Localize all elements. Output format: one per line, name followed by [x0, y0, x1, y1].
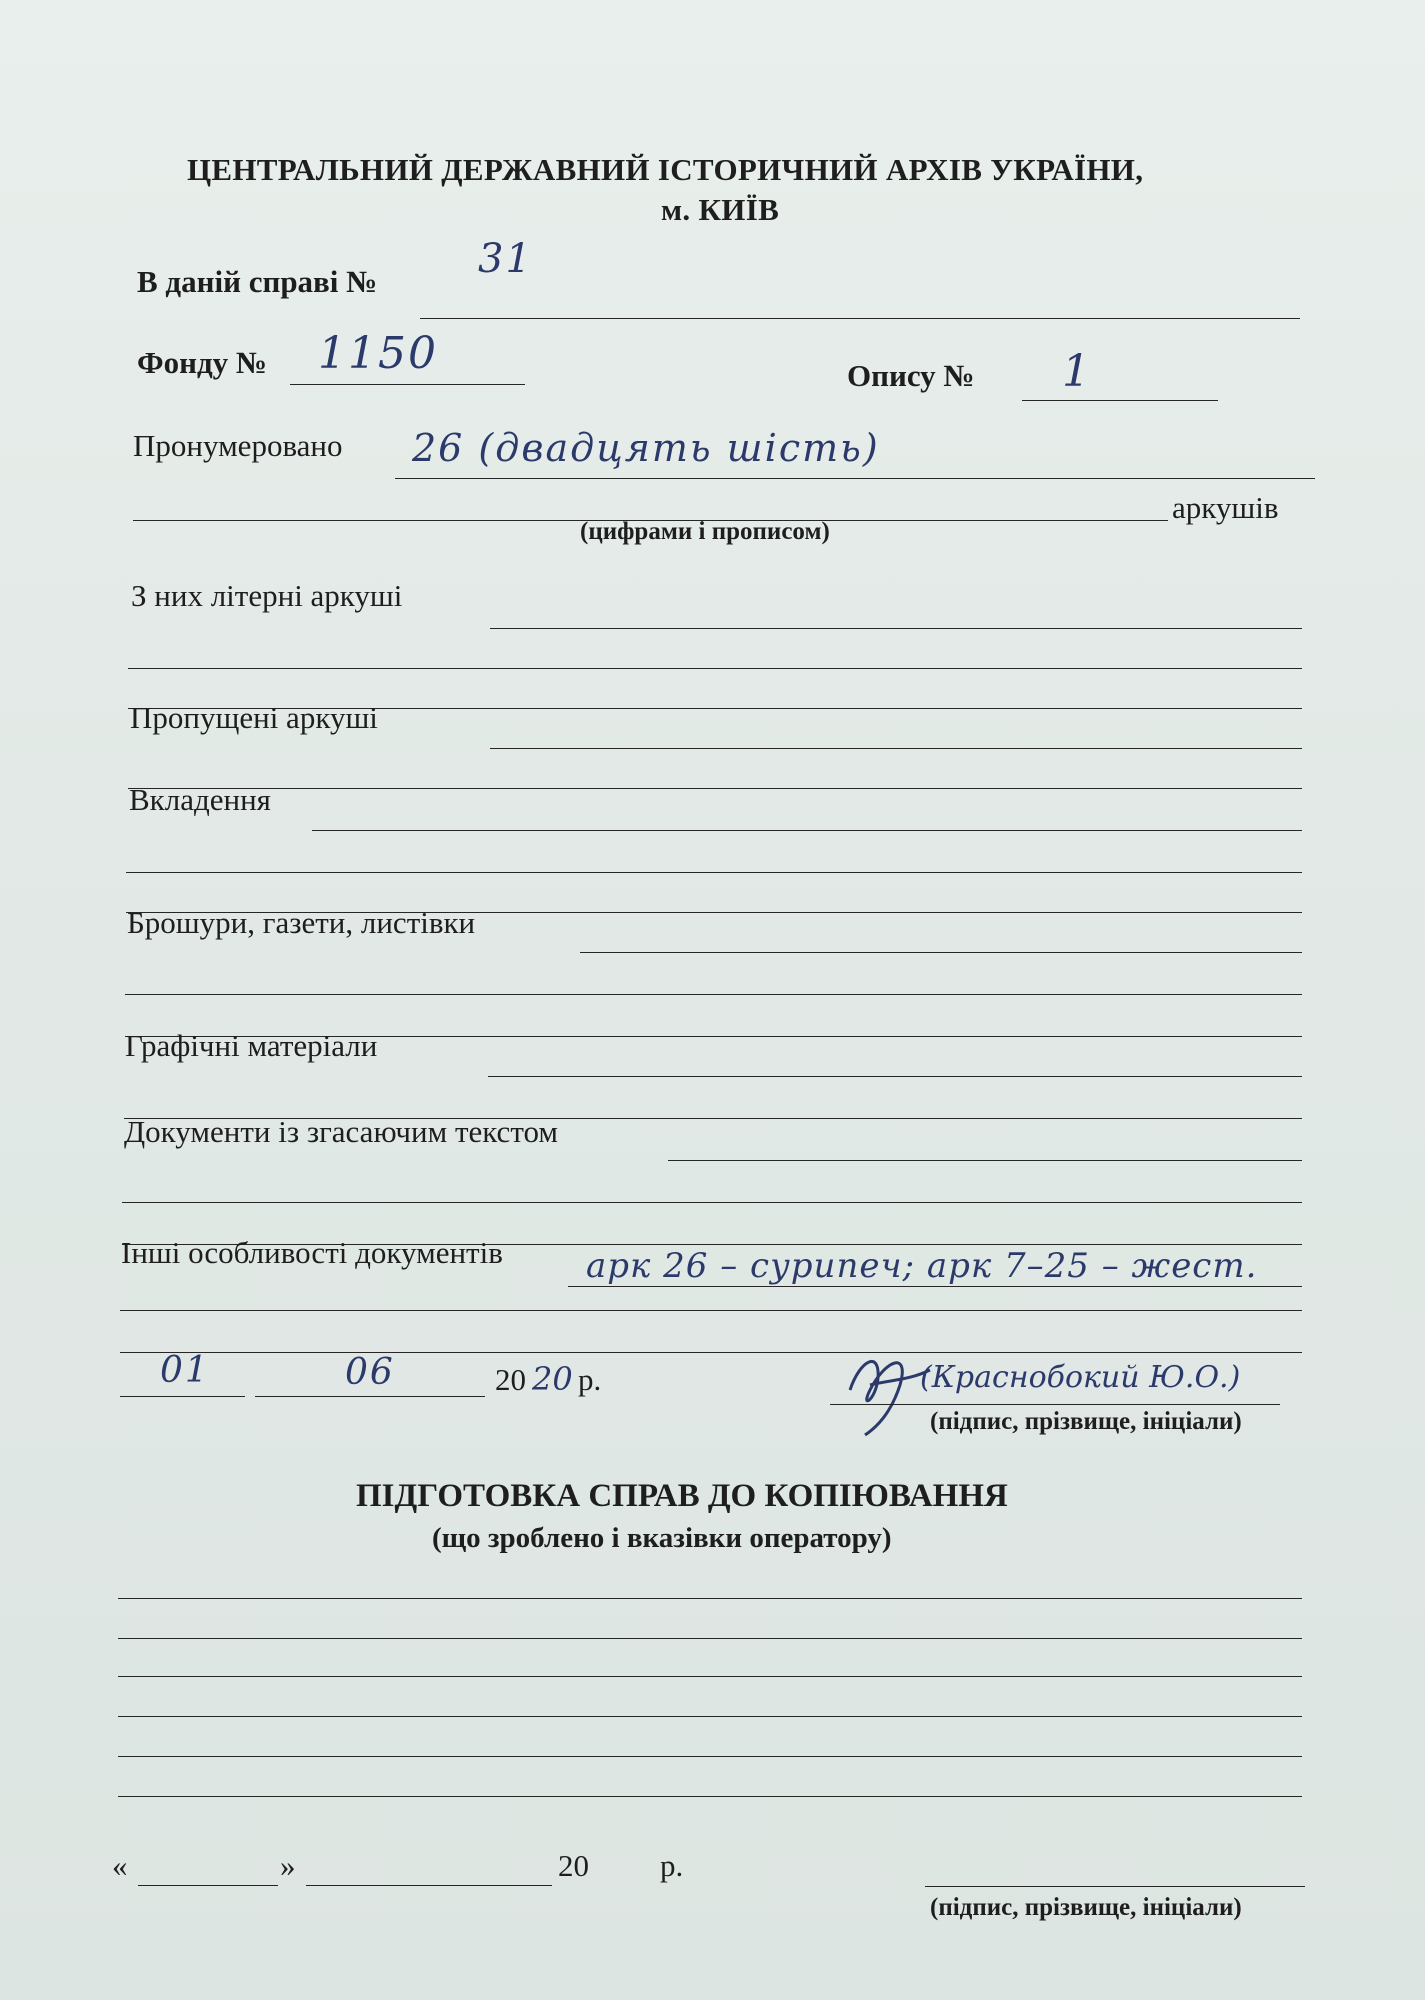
- brochures-line-1: [580, 952, 1302, 953]
- attachments-label: Вкладення: [129, 782, 271, 817]
- date-month-line: [255, 1396, 485, 1397]
- other-features-value[interactable]: арк 26 – сурипеч; арк 7–25 – жест.: [586, 1246, 1258, 1286]
- case-line: [420, 318, 1300, 319]
- section2-subtitle: (що зроблено і вказівки оператору): [432, 1522, 892, 1554]
- graphics-line-1: [488, 1076, 1302, 1077]
- notes-line-2: [118, 1638, 1302, 1639]
- footer-open-quote: «: [112, 1848, 128, 1883]
- graphics-label: Графічні матеріали: [125, 1028, 378, 1063]
- numbered-line-1: [395, 478, 1315, 479]
- date-year-prefix: 20: [495, 1362, 526, 1397]
- notes-line-4: [118, 1716, 1302, 1717]
- date-year-unit: р.: [578, 1362, 602, 1397]
- case-value[interactable]: 31: [478, 236, 533, 282]
- footer-month-line: [306, 1885, 552, 1886]
- section2-title: ПІДГОТОВКА СПРАВ ДО КОПІЮВАННЯ: [356, 1478, 1008, 1514]
- missing-sheets-label: Пропущені аркуші: [130, 700, 378, 735]
- opys-label: Опису №: [847, 358, 975, 393]
- archive-city: м. КИЇВ: [661, 192, 780, 227]
- notes-line-1: [118, 1598, 1302, 1599]
- date-year-suffix[interactable]: 20: [532, 1360, 573, 1398]
- signature-line: [830, 1404, 1280, 1405]
- date-day-line: [120, 1396, 245, 1397]
- brochures-line-2: [125, 994, 1302, 995]
- missing-sheets-line-1: [490, 748, 1302, 749]
- other-features-line-1: [568, 1286, 1302, 1287]
- fond-value[interactable]: 1150: [318, 328, 438, 379]
- numbered-unit: аркушів: [1172, 490, 1279, 525]
- fading-text-line-2: [122, 1202, 1302, 1203]
- letter-sheets-line-2: [128, 668, 1302, 669]
- attachments-line-1: [312, 830, 1302, 831]
- brochures-label: Брошури, газети, листівки: [127, 905, 476, 940]
- opys-value[interactable]: 1: [1062, 346, 1092, 397]
- other-features-line-3: [120, 1352, 1302, 1353]
- fond-line: [290, 384, 525, 385]
- letter-sheets-label: З них літерні аркуші: [131, 578, 403, 613]
- archive-name: ЦЕНТРАЛЬНИЙ ДЕРЖАВНИЙ ІСТОРИЧНИЙ АРХІВ УКРАЇНИ,: [187, 152, 1144, 187]
- notes-line-5: [118, 1756, 1302, 1757]
- footer-day-line: [138, 1885, 278, 1886]
- signature-name[interactable]: (Краснобокий Ю.О.): [920, 1360, 1241, 1395]
- footer-year-prefix: 20: [558, 1848, 589, 1883]
- other-features-label: Інші особливості документів: [121, 1235, 503, 1270]
- other-features-line-2: [120, 1310, 1302, 1311]
- numbered-hint: (цифрами і прописом): [580, 518, 830, 545]
- opys-line: [1022, 400, 1218, 401]
- case-label: В даній справі №: [137, 264, 378, 299]
- date-day[interactable]: 01: [160, 1350, 210, 1391]
- notes-line-3: [118, 1676, 1302, 1677]
- footer-signature-line: [925, 1886, 1305, 1887]
- footer-signature-caption: (підпис, прізвище, ініціали): [930, 1894, 1242, 1921]
- numbered-label: Пронумеровано: [133, 428, 343, 463]
- fading-text-line-1: [668, 1160, 1302, 1161]
- fond-label: Фонду №: [137, 345, 268, 380]
- signature-caption: (підпис, прізвище, ініціали): [930, 1408, 1242, 1435]
- notes-line-6: [118, 1796, 1302, 1797]
- attachments-line-2: [126, 872, 1302, 873]
- footer-year-unit: р.: [660, 1848, 684, 1883]
- fading-text-label: Документи із згасаючим текстом: [124, 1114, 558, 1149]
- numbered-value[interactable]: 26 (двадцять шість): [412, 426, 880, 470]
- date-month[interactable]: 06: [345, 1352, 395, 1393]
- footer-close-quote: »: [280, 1848, 296, 1883]
- missing-sheets-line-2: [128, 788, 1302, 789]
- letter-sheets-line-1: [490, 628, 1302, 629]
